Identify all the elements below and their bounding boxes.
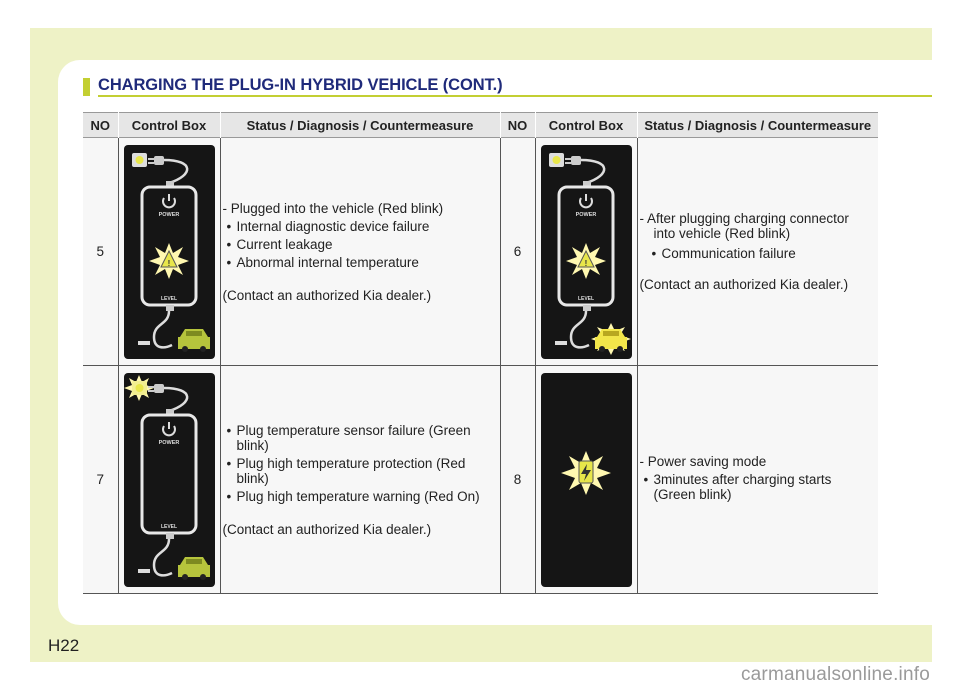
charger-device-power-saving: [541, 373, 632, 587]
control-box-image: [118, 366, 220, 594]
table-row: [83, 138, 878, 366]
dealer-note: (Contact an authorized Kia dealer.): [222, 521, 432, 537]
status-heading: - Plugged into the vehicle (Red blink): [222, 200, 444, 216]
list-item: • Abnormal internal temperature: [223, 255, 496, 270]
row-number: 6: [500, 138, 535, 366]
status-list: [223, 219, 496, 270]
control-box-image: [535, 366, 637, 594]
power-label: POWER: [158, 439, 179, 446]
list-item: • Current leakage: [223, 237, 496, 252]
status-table: [83, 112, 878, 594]
list-item: • 3minutes after charging starts (Green blink): [640, 472, 875, 502]
car-icon: [178, 557, 210, 580]
list-item: • Internal diagnostic device failure: [223, 219, 496, 234]
level-label: LEVEL: [160, 295, 177, 302]
page-number: H22: [48, 636, 80, 655]
warning-burst-icon: [149, 243, 189, 279]
power-label: POWER: [575, 211, 596, 218]
charger-device-car-lit: [541, 145, 632, 359]
header-status: Status / Diagnosis / Countermeasure: [220, 113, 500, 138]
dealer-note: (Contact an authorized Kia dealer.): [222, 287, 432, 303]
header-status: Status / Diagnosis / Countermeasure: [637, 113, 878, 138]
status-list: [223, 423, 496, 504]
row-number: 8: [500, 366, 535, 594]
car-icon: [178, 329, 210, 352]
svg-text:!: !: [167, 258, 170, 268]
control-box-image: [535, 138, 637, 366]
status-heading: - Power saving mode: [639, 454, 767, 469]
power-label: POWER: [158, 211, 179, 218]
status-cell: [637, 138, 878, 366]
header-control-box: Control Box: [118, 113, 220, 138]
charging-burst-icon: [561, 451, 611, 495]
row-number: 5: [83, 138, 118, 366]
title-underline: [98, 95, 932, 97]
svg-text:!: !: [584, 258, 587, 268]
status-heading-continued: into vehicle (Red blink): [653, 226, 791, 241]
status-cell: [220, 366, 500, 594]
charger-device-red-blink: [124, 145, 215, 359]
control-box-image: [118, 138, 220, 366]
table-row: [83, 366, 878, 594]
plug-icon: [132, 153, 164, 167]
level-label: LEVEL: [577, 295, 594, 302]
level-label: LEVEL: [160, 523, 177, 530]
list-item: • Plug temperature sensor failure (Green blink): [223, 423, 496, 453]
title-accent-bar: [83, 78, 90, 96]
header-no: NO: [500, 113, 535, 138]
watermark: carmanualsonline.info: [740, 664, 930, 685]
section-title: CHARGING THE PLUG-IN HYBRID VEHICLE (CONT.): [98, 76, 503, 94]
header-control-box: Control Box: [535, 113, 637, 138]
list-item: • Plug high temperature warning (Red On): [223, 489, 496, 504]
car-lit-icon: [591, 323, 631, 355]
charger-device-plug-temp: [124, 373, 215, 587]
status-cell: [637, 366, 878, 594]
list-item: • Plug high temperature protection (Red blink): [223, 456, 496, 486]
header-no: NO: [83, 113, 118, 138]
list-item: • Communication failure: [648, 246, 875, 261]
status-cell: [220, 138, 500, 366]
status-list: [640, 472, 875, 502]
status-heading: - After plugging charging connector: [639, 211, 849, 226]
status-list: [640, 246, 875, 261]
table-header-row: [83, 113, 878, 138]
dealer-note: (Contact an authorized Kia dealer.): [639, 277, 849, 292]
row-number: 7: [83, 366, 118, 594]
power-icon: [163, 194, 175, 207]
